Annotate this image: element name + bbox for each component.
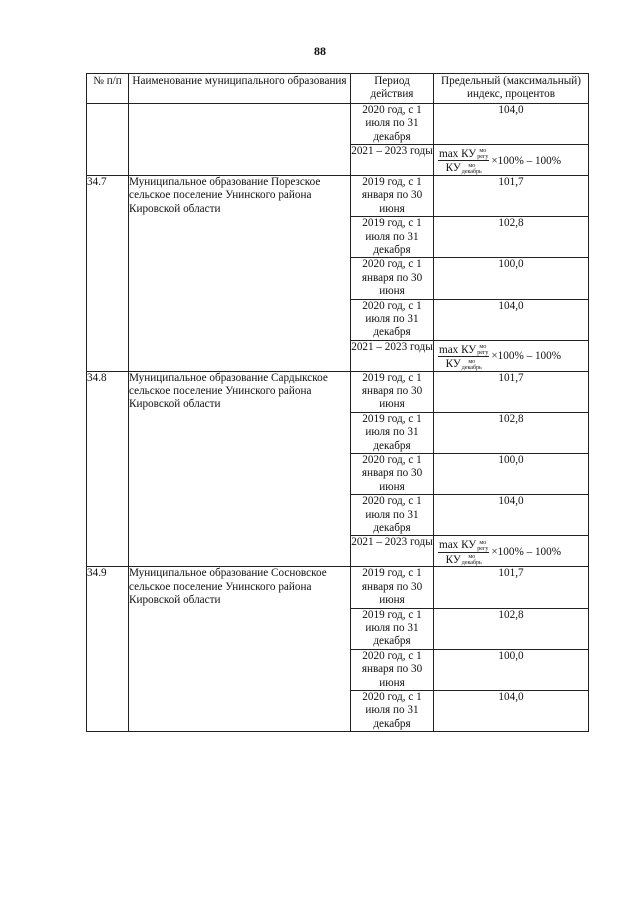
formula-tail: ×100% – 100%	[491, 154, 562, 167]
index-value-cell: 101,7	[434, 567, 589, 608]
index-value-cell: 104,0	[434, 690, 589, 731]
formula-denominator: КУ мо декабрь	[445, 358, 482, 371]
formula-numerator: max КУ мо регу	[439, 539, 489, 552]
formula-denominator: КУ мо декабрь	[445, 553, 482, 567]
formula-denominator: КУ мо декабрь	[445, 162, 482, 175]
formula-fraction	[438, 344, 489, 371]
table-header-row	[87, 74, 589, 104]
header-no: № п/п	[87, 74, 129, 104]
index-formula-cell	[434, 145, 589, 176]
header-name: Наименование муниципального образования	[129, 74, 351, 104]
period-cell: 2019 год, с 1 июля по 31 декабря	[351, 217, 434, 258]
period-cell: 2020 год, с 1 июля по 31 декабря	[351, 690, 434, 731]
index-value-cell: 101,7	[434, 175, 589, 216]
table-row	[87, 567, 589, 608]
period-cell: 2019 год, с 1 июля по 31 декабря	[351, 608, 434, 649]
header-period: Период действия	[351, 74, 434, 104]
index-value-cell: 104,0	[434, 103, 589, 144]
index-value-cell: 104,0	[434, 495, 589, 536]
period-cell: 2019 год, с 1 января по 30 июня	[351, 371, 434, 412]
table-body	[87, 103, 589, 731]
municipality-name	[129, 103, 351, 175]
period-cell: 2020 год, с 1 июля по 31 декабря	[351, 495, 434, 536]
period-cell: 2020 год, с 1 января по 30 июня	[351, 258, 434, 299]
table-row	[87, 175, 589, 216]
index-value-cell: 101,7	[434, 371, 589, 412]
page-number: 88	[314, 44, 326, 58]
index-value-cell: 102,8	[434, 608, 589, 649]
period-cell: 2020 год, с 1 января по 30 июня	[351, 454, 434, 495]
index-value-cell: 102,8	[434, 217, 589, 258]
row-number: 34.7	[87, 175, 129, 371]
period-cell: 2019 год, с 1 января по 30 июня	[351, 567, 434, 608]
index-formula	[434, 145, 588, 175]
index-formula-cell	[434, 536, 589, 567]
index-formula	[434, 536, 588, 566]
period-cell: 2021 – 2023 годы	[351, 536, 434, 567]
index-value-cell: 100,0	[434, 649, 589, 690]
period-cell: 2021 – 2023 годы	[351, 145, 434, 176]
index-value-cell: 100,0	[434, 454, 589, 495]
municipality-name: Муниципальное образование Сардыкское сельское поселение Унинского района Кировской области	[129, 371, 351, 567]
municipality-name: Муниципальное образование Сосновское сельское поселение Унинского района Кировской области	[129, 567, 351, 732]
formula-fraction	[438, 148, 489, 175]
municipality-name: Муниципальное образование Порезское сельское поселение Унинского района Кировской области	[129, 175, 351, 371]
formula-tail: ×100% – 100%	[491, 546, 562, 559]
formula-numerator: max КУ мо регу	[439, 148, 489, 161]
table-row	[87, 371, 589, 412]
formula-fraction	[438, 539, 489, 566]
period-cell: 2019 год, с 1 января по 30 июня	[351, 175, 434, 216]
row-number: 34.8	[87, 371, 129, 567]
index-formula-cell	[434, 340, 589, 371]
row-number	[87, 103, 129, 175]
formula-numerator: max КУ мо регу	[439, 343, 489, 357]
formula-tail: ×100% – 100%	[491, 350, 562, 363]
index-value-cell: 100,0	[434, 258, 589, 299]
tariff-index-table	[86, 73, 589, 732]
period-cell: 2019 год, с 1 июля по 31 декабря	[351, 412, 434, 453]
table-row	[87, 103, 589, 144]
index-formula	[434, 341, 588, 371]
period-cell: 2020 год, с 1 января по 30 июня	[351, 649, 434, 690]
period-cell: 2021 – 2023 годы	[351, 340, 434, 371]
period-cell: 2020 год, с 1 июля по 31 декабря	[351, 299, 434, 340]
index-value-cell: 102,8	[434, 412, 589, 453]
period-cell: 2020 год, с 1 июля по 31 декабря	[351, 103, 434, 144]
index-value-cell: 104,0	[434, 299, 589, 340]
header-index: Предельный (максимальный) индекс, процентов	[434, 74, 589, 104]
row-number: 34.9	[87, 567, 129, 732]
